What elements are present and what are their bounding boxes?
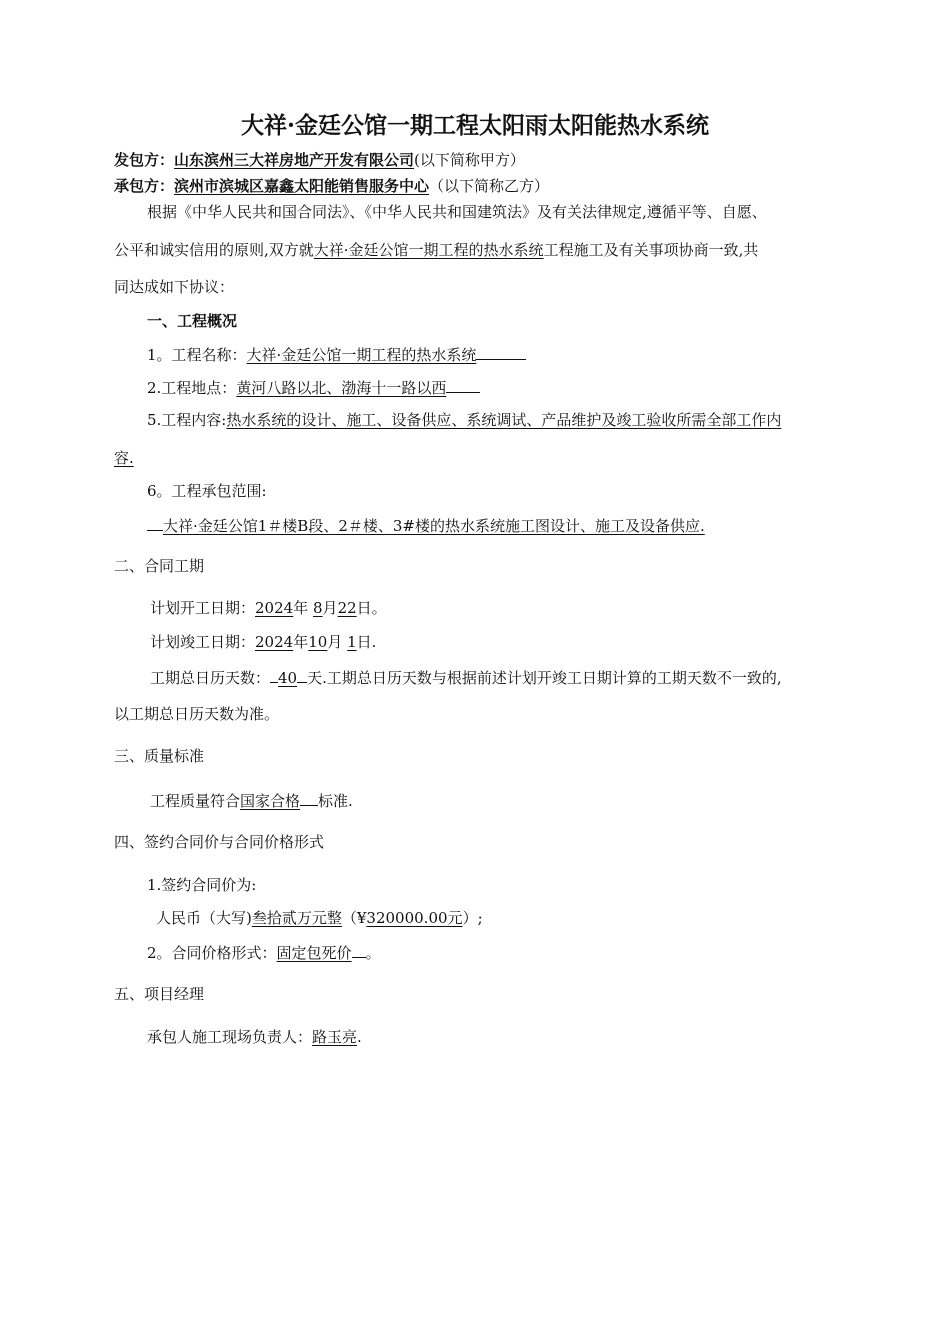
project-location-line xyxy=(147,376,480,398)
section-4-heading: 四、签约合同价与合同价格形式 xyxy=(114,833,325,851)
finish-year: 2024 xyxy=(255,633,294,651)
price-form-end: 。 xyxy=(365,944,381,962)
unit-year: 年 xyxy=(293,633,309,651)
blank-underline xyxy=(300,789,318,806)
project-scope-line xyxy=(147,514,705,536)
section-3-heading: 三、质量标准 xyxy=(114,747,205,765)
party-a-name: 山东滨州三大祥房地产开发有限公司 xyxy=(174,151,415,169)
price-form-line xyxy=(147,941,381,963)
total-days-post: 天.工期总日历天数与根据前述计划开竣工日期计算的工期天数不一致的, xyxy=(307,669,782,687)
project-content-value-cont: 容. xyxy=(114,449,134,467)
site-manager-value: 路玉亮 xyxy=(312,1028,358,1046)
project-content-value: 热水系统的设计、施工、设备供应、系统调试、产品维护及竣工验收所需全部工作内 xyxy=(226,411,782,429)
total-days-line xyxy=(150,666,782,688)
project-name-value: 大祥·金廷公馆一期工程的热水系统 xyxy=(246,346,477,364)
site-manager-line xyxy=(147,1027,362,1047)
finish-month: 10 xyxy=(308,633,328,651)
total-days-label: 工期总日历天数： xyxy=(150,669,271,687)
finish-date-line xyxy=(150,632,376,652)
project-scope-value: 大祥·金廷公馆1＃楼B段、2＃楼、3#楼的热水系统施工图设计、施工及设备供应. xyxy=(163,517,705,535)
quality-pre: 工程质量符合 xyxy=(150,792,241,810)
project-name-label: 1。工程名称： xyxy=(147,346,247,364)
start-year: 2024 xyxy=(255,599,294,617)
site-manager-label: 承包人施工现场负责人： xyxy=(147,1028,313,1046)
section-5-heading: 五、项目经理 xyxy=(114,985,205,1003)
project-content-line-1 xyxy=(147,410,781,430)
project-location-label: 2.工程地点： xyxy=(147,379,237,397)
finish-end: 日. xyxy=(356,633,377,651)
section-1-heading: 一、工程概况 xyxy=(147,312,238,330)
blank-underline xyxy=(270,666,278,683)
finish-day: 1 xyxy=(347,633,357,651)
start-date-line xyxy=(150,598,387,618)
rmb-words: 叁拾贰万元整 xyxy=(251,909,342,927)
project-content-label: 5.工程内容: xyxy=(147,411,227,429)
quality-post: 标准. xyxy=(318,792,353,810)
project-name-line xyxy=(147,343,526,365)
intro-project: 大祥·金廷公馆一期工程的热水系统 xyxy=(313,241,544,259)
start-end: 日。 xyxy=(356,599,387,617)
rmb-open: （¥ xyxy=(341,909,367,927)
total-days-line-2: 以工期总日历天数为准。 xyxy=(114,705,280,723)
unit-year: 年 xyxy=(293,599,309,617)
blank-underline xyxy=(446,376,480,393)
blank-underline xyxy=(147,514,163,531)
rmb-close: ）; xyxy=(462,909,483,927)
rmb-unit: 元 xyxy=(447,909,463,927)
start-date-label: 计划开工日期： xyxy=(150,599,256,617)
document-title: 大祥·金廷公馆一期工程太阳雨太阳能热水系统 xyxy=(240,112,709,139)
rmb-amount: 320000.00 xyxy=(366,909,448,927)
intro-pre: 公平和诚实信用的原则,双方就 xyxy=(114,241,314,259)
site-manager-end: . xyxy=(357,1028,362,1046)
quality-value: 国家合格 xyxy=(240,792,301,810)
contract-price-line xyxy=(156,908,483,928)
blank-underline xyxy=(476,343,526,360)
party-b-note: （以下简称乙方） xyxy=(429,177,550,195)
party-a-line xyxy=(114,150,525,170)
party-b-line xyxy=(114,176,549,196)
intro-line-3: 同达成如下协议： xyxy=(114,278,235,296)
rmb-label: 人民币（大写) xyxy=(156,909,252,927)
price-form-label: 2。合同价格形式： xyxy=(147,944,277,962)
party-a-label: 发包方： xyxy=(114,151,175,169)
section-2-heading: 二、合同工期 xyxy=(114,557,205,575)
party-a-note: (以下简称甲方） xyxy=(414,151,525,169)
start-day: 22 xyxy=(337,599,357,617)
price-form-value: 固定包死价 xyxy=(276,944,352,962)
project-location-value: 黄河八路以北、渤海十一路以西 xyxy=(236,379,447,397)
contract-price-label: 1.签约合同价为: xyxy=(147,876,257,894)
party-b-label: 承包方： xyxy=(114,177,175,195)
project-content-line-2 xyxy=(114,448,134,468)
unit-month: 月 xyxy=(322,599,338,617)
blank-underline xyxy=(352,941,366,958)
intro-line-2 xyxy=(114,240,758,260)
finish-date-label: 计划竣工日期： xyxy=(150,633,256,651)
project-scope-label: 6。工程承包范围: xyxy=(147,482,267,500)
blank-underline xyxy=(297,666,307,683)
unit-month: 月 xyxy=(327,633,343,651)
intro-line-1: 根据《中华人民共和国合同法》、《中华人民共和国建筑法》及有关法律规定,遵循平等、自愿、 xyxy=(147,203,767,221)
total-days-value: 40 xyxy=(278,669,298,687)
intro-post: 工程施工及有关事项协商一致,共 xyxy=(543,241,759,259)
start-month: 8 xyxy=(313,599,323,617)
party-b-name: 滨州市滨城区嘉鑫太阳能销售服务中心 xyxy=(174,177,430,195)
quality-line xyxy=(150,789,353,811)
